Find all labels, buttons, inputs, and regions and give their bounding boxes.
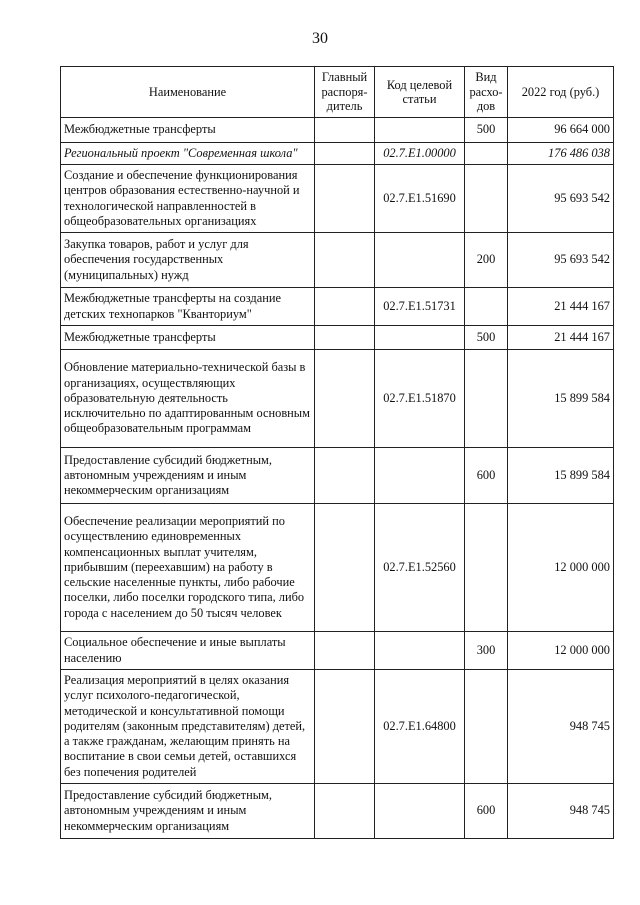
row-vid: 600: [465, 784, 508, 839]
row-code: [375, 118, 465, 143]
row-vid: 300: [465, 632, 508, 670]
row-amount: 15 899 584: [508, 350, 614, 448]
row-amount: 12 000 000: [508, 632, 614, 670]
header-name: Наименование: [61, 67, 315, 118]
header-code: Код целевой статьи: [375, 67, 465, 118]
row-admin: [315, 784, 375, 839]
header-amount: 2022 год (руб.): [508, 67, 614, 118]
row-code: 02.7.E1.51690: [375, 165, 465, 233]
table-row: [61, 504, 614, 632]
row-admin: [315, 165, 375, 233]
table-row: [61, 165, 614, 233]
row-code: [375, 448, 465, 504]
row-name: Межбюджетные трансферты на создание детских технопарков "Кванториум": [61, 288, 315, 326]
row-admin: [315, 670, 375, 784]
row-admin: [315, 326, 375, 350]
row-name: Региональный проект "Современная школа": [61, 143, 315, 165]
budget-table: [60, 66, 614, 839]
row-name: Межбюджетные трансферты: [61, 118, 315, 143]
table-row: [61, 632, 614, 670]
row-amount: 21 444 167: [508, 288, 614, 326]
row-vid: 500: [465, 326, 508, 350]
row-name: Межбюджетные трансферты: [61, 326, 315, 350]
table-header-row: [61, 67, 614, 118]
row-name: Реализация мероприятий в целях оказания услуг психолого-педагогической, методической и консультативной помощи родителям (законным представителям) детей, а также гражданам, желающим принять на воспитание в свои семьи детей, оставшихся без попечения родителей: [61, 670, 315, 784]
header-vid: Вид расхо-дов: [465, 67, 508, 118]
row-code: 02.7.E1.64800: [375, 670, 465, 784]
row-amount: 15 899 584: [508, 448, 614, 504]
row-name: Социальное обеспечение и иные выплаты населению: [61, 632, 315, 670]
row-name: Предоставление субсидий бюджетным, автономным учреждениям и иным некоммерческим организациям: [61, 448, 315, 504]
row-vid: [465, 504, 508, 632]
row-name: Предоставление субсидий бюджетным, автономным учреждениям и иным некоммерческим организациям: [61, 784, 315, 839]
row-code: [375, 233, 465, 288]
row-amount: 948 745: [508, 670, 614, 784]
row-vid: [465, 670, 508, 784]
page-number: 30: [312, 30, 328, 47]
table-row: [61, 326, 614, 350]
row-amount: 95 693 542: [508, 233, 614, 288]
table-row: [61, 233, 614, 288]
row-admin: [315, 288, 375, 326]
row-name: Обеспечение реализации мероприятий по осуществлению единовременных компенсационных выплат учителям, прибывшим (переехавшим) на работу в сельские населенные пункты, либо рабочие поселки, либо поселки городского типа, либо города с населением до 50 тысяч человек: [61, 504, 315, 632]
table-row: [61, 288, 614, 326]
row-admin: [315, 143, 375, 165]
row-vid: [465, 350, 508, 448]
row-admin: [315, 350, 375, 448]
row-amount: 21 444 167: [508, 326, 614, 350]
row-admin: [315, 448, 375, 504]
table-row: [61, 350, 614, 448]
row-code: 02.7.E1.00000: [375, 143, 465, 165]
row-admin: [315, 118, 375, 143]
row-vid: 500: [465, 118, 508, 143]
header-admin: Главный распоря-дитель: [315, 67, 375, 118]
row-admin: [315, 233, 375, 288]
row-code: 02.7.E1.51731: [375, 288, 465, 326]
table-row: [61, 784, 614, 839]
row-code: [375, 326, 465, 350]
table-row: [61, 448, 614, 504]
row-code: 02.7.E1.52560: [375, 504, 465, 632]
row-admin: [315, 632, 375, 670]
row-amount: 95 693 542: [508, 165, 614, 233]
row-vid: 200: [465, 233, 508, 288]
table-row: [61, 143, 614, 165]
row-code: [375, 632, 465, 670]
row-amount: 176 486 038: [508, 143, 614, 165]
row-vid: [465, 143, 508, 165]
row-amount: 948 745: [508, 784, 614, 839]
row-vid: [465, 165, 508, 233]
row-amount: 12 000 000: [508, 504, 614, 632]
row-vid: 600: [465, 448, 508, 504]
row-code: [375, 784, 465, 839]
row-vid: [465, 288, 508, 326]
table-row: [61, 118, 614, 143]
row-name: Создание и обеспечение функционирования центров образования естественно-научной и технологической направленностей в общеобразовательных организациях: [61, 165, 315, 233]
table-row: [61, 670, 614, 784]
row-name: Закупка товаров, работ и услуг для обеспечения государственных (муниципальных) нужд: [61, 233, 315, 288]
row-admin: [315, 504, 375, 632]
row-code: 02.7.E1.51870: [375, 350, 465, 448]
row-amount: 96 664 000: [508, 118, 614, 143]
row-name: Обновление материально-технической базы в организациях, осуществляющих образовательную деятельность исключительно по адаптированным основным общеобразовательным программам: [61, 350, 315, 448]
